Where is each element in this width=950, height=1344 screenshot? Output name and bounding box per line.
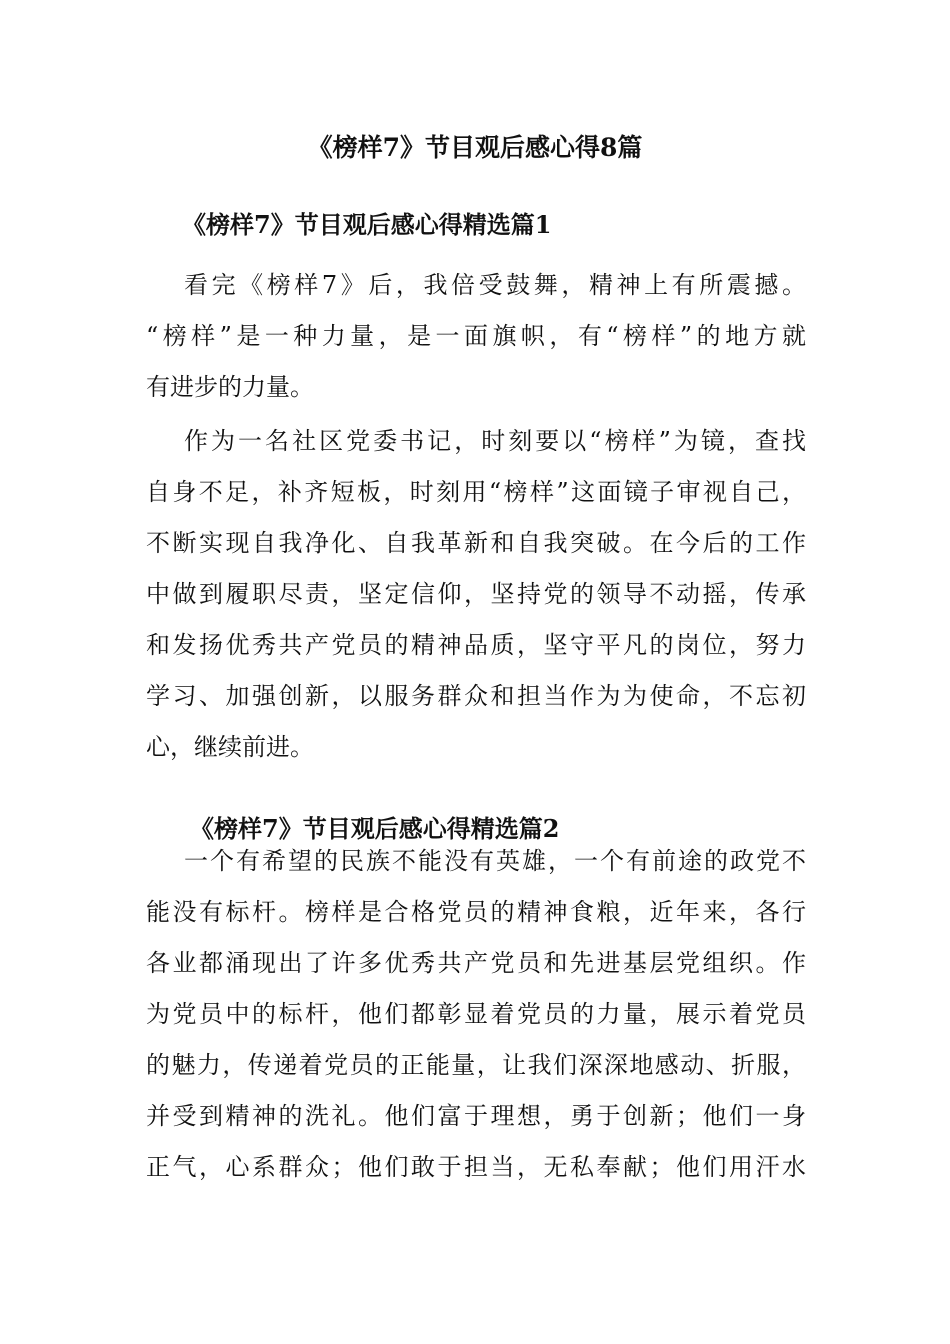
paragraph-line: 各业都涌现出了许多优秀共产党员和先进基层党组织。作: [146, 949, 806, 977]
paragraph-line: 自身不足，补齐短板，时刻用“榜样”这面镜子审视自己，: [146, 478, 806, 506]
paragraph-line: 的魅力，传递着党员的正能量，让我们深深地感动、折服，: [146, 1051, 806, 1079]
paragraph-line: 心，继续前进。: [146, 733, 314, 761]
paragraph-line: 一个有希望的民族不能没有英雄，一个有前途的政党不: [184, 847, 806, 875]
paragraph-line: 有进步的力量。: [146, 373, 314, 401]
paragraph-line: “榜样”是一种力量，是一面旗帜，有“榜样”的地方就: [146, 322, 806, 350]
paragraph: [146, 836, 806, 1193]
paragraph-line: 作为一名社区党委书记，时刻要以“榜样”为镜，查找: [184, 427, 806, 455]
paragraph: [146, 416, 806, 773]
paragraph-line: 看完《榜样7》后，我倍受鼓舞，精神上有所震撼。: [184, 271, 806, 299]
paragraph-line: 学习、加强创新，以服务群众和担当作为为使命，不忘初: [146, 682, 806, 710]
paragraph-line: 能没有标杆。榜样是合格党员的精神食粮，近年来，各行: [146, 898, 806, 926]
paragraph-line: 并受到精神的洗礼。他们富于理想，勇于创新；他们一身: [146, 1102, 806, 1130]
section-heading-1: 《榜样7》节目观后感心得精选篇1: [182, 210, 552, 239]
paragraph-line: 正气，心系群众；他们敢于担当，无私奉献；他们用汗水: [146, 1153, 806, 1181]
paragraph-line: 不断实现自我净化、自我革新和自我突破。在今后的工作: [146, 529, 806, 557]
paragraph-line: 中做到履职尽责，坚定信仰，坚持党的领导不动摇，传承: [146, 580, 806, 608]
paragraph: [146, 260, 806, 413]
section-heading-2: 《榜样7》节目观后感心得精选篇2: [190, 814, 560, 843]
paragraph-line: 和发扬优秀共产党员的精神品质，坚守平凡的岗位，努力: [146, 631, 806, 659]
paragraph-line: 为党员中的标杆，他们都彰显着党员的力量，展示着党员: [146, 1000, 806, 1028]
document-title: 《榜样7》节目观后感心得8篇: [307, 133, 643, 162]
